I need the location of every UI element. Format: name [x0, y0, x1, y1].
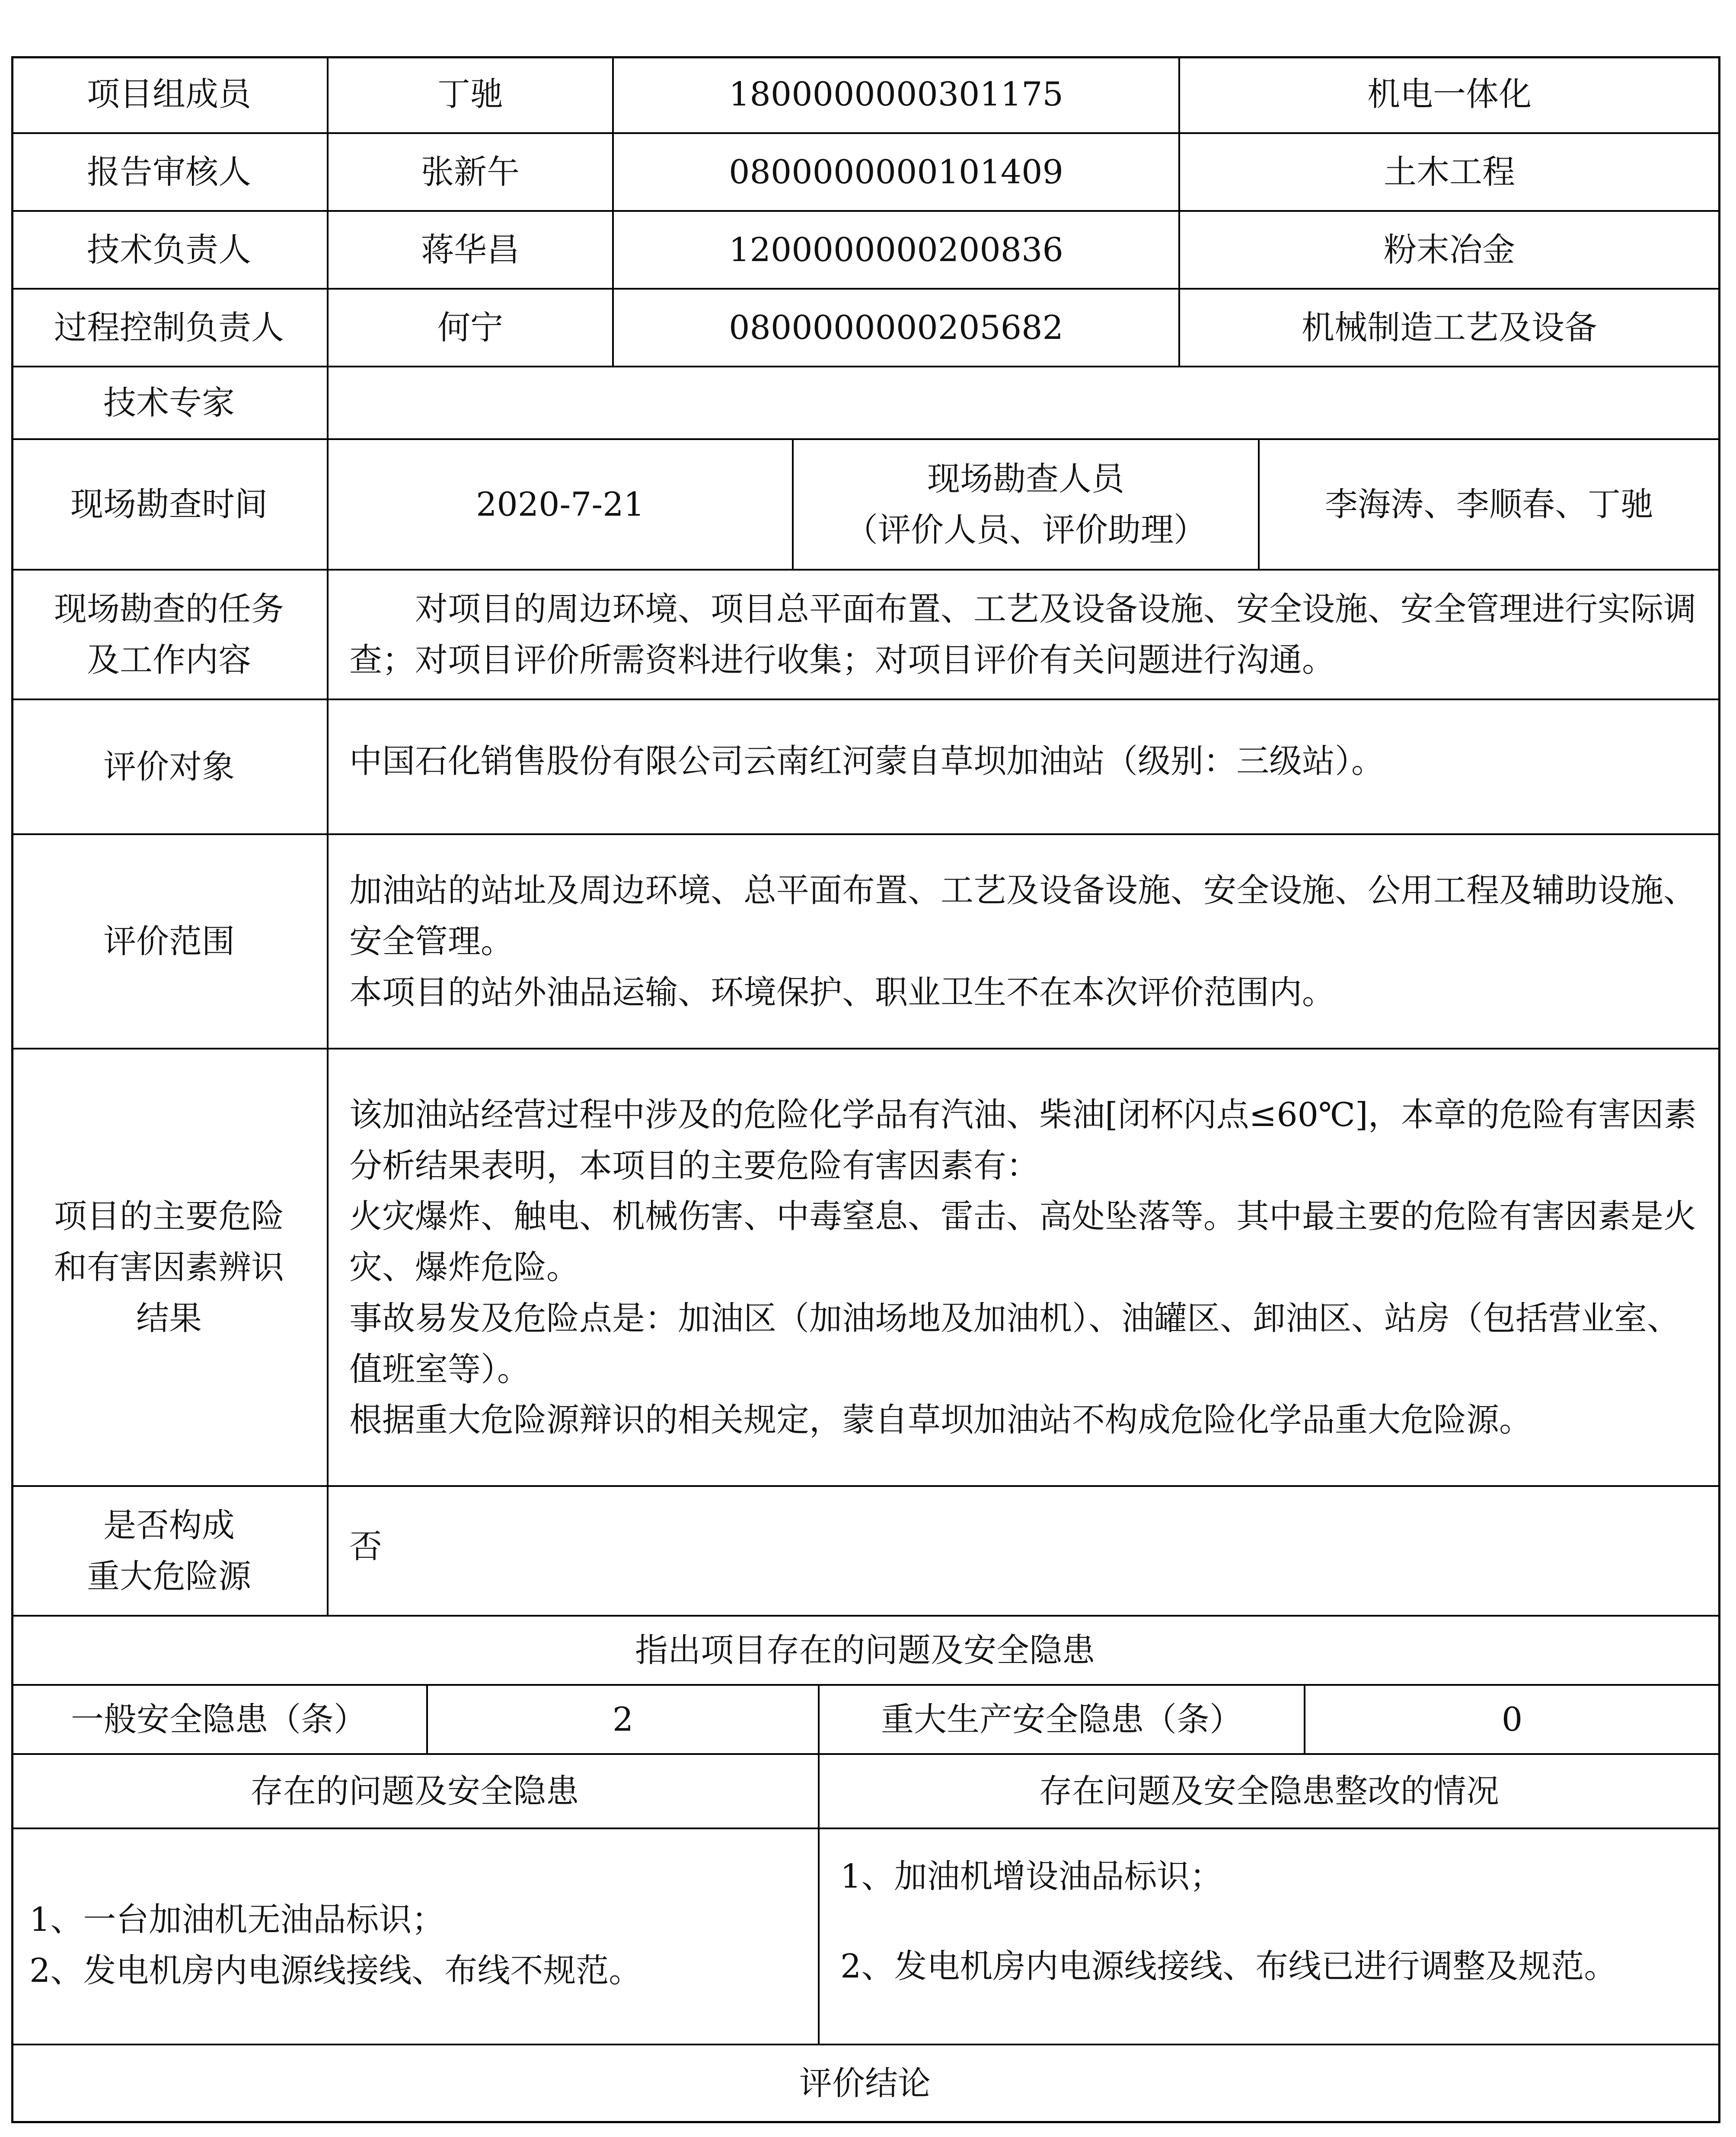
- cert-cell: [614, 134, 1180, 212]
- member-name: 何宁: [437, 308, 503, 347]
- object-content-cell: [329, 700, 1720, 835]
- member-name: 丁驰: [437, 75, 503, 114]
- major-cell: [1180, 212, 1720, 290]
- role-label: 报告审核人: [87, 153, 251, 191]
- issue-item: 1、一台加油机无油品标识；: [29, 1900, 445, 1939]
- task-content-cell: [329, 571, 1720, 700]
- cert-cell: [614, 290, 1180, 367]
- cert-number: 1800000000301175: [729, 75, 1063, 114]
- major-hazard-label: 是否构成: [103, 1506, 235, 1545]
- hazard-label: 项目的主要危险: [54, 1197, 284, 1236]
- major-count-value-cell: [1305, 1686, 1720, 1755]
- general-count-value: 2: [612, 1700, 634, 1739]
- role-label: 项目组成员: [87, 75, 251, 114]
- member-major: 粉末冶金: [1384, 230, 1515, 269]
- issues-left-header: 存在的问题及安全隐患: [250, 1772, 579, 1811]
- major-count-label: 重大生产安全隐患（条）: [881, 1700, 1242, 1739]
- issues-left-content-cell: [11, 1829, 820, 2045]
- major-hazard-label-line2: 重大危险源: [87, 1557, 251, 1595]
- name-cell: [329, 212, 614, 290]
- issue-item: 2、发电机房内电源线接线、布线不规范。: [29, 1951, 642, 1990]
- rectification-item: 1、加油机增设油品标识；: [840, 1857, 1223, 1895]
- issues-right-header-cell: [820, 1755, 1720, 1829]
- role-cell: [11, 56, 329, 134]
- task-label-cell: [11, 571, 329, 700]
- member-major: 土木工程: [1384, 153, 1515, 191]
- hazard-label-cell: [11, 1049, 329, 1487]
- expert-label: 技术专家: [103, 383, 235, 422]
- hazard-label-line2: 和有害因素辨识: [54, 1248, 284, 1287]
- issues-left-header-cell: [11, 1755, 820, 1829]
- issues-header-cell: [11, 1617, 1720, 1686]
- survey-staff-label: 现场勘查人员: [927, 459, 1124, 498]
- object-label: 评价对象: [103, 747, 235, 786]
- major-hazard-value: 否: [349, 1527, 382, 1566]
- general-count-label: 一般安全隐患（条）: [71, 1700, 367, 1739]
- role-cell: [11, 290, 329, 367]
- hazard-intro: 该加油站经营过程中涉及的危险化学品有汽油、柴油[闭杯闪点≤60℃]，本章的危险有害因素分析结果表明，本项目的主要危险有害因素有：: [349, 1095, 1697, 1185]
- issues-header: 指出项目存在的问题及安全隐患: [635, 1631, 1095, 1670]
- cert-cell: [614, 212, 1180, 290]
- scope-label: 评价范围: [103, 922, 235, 961]
- issues-right-content-cell: [820, 1829, 1720, 2045]
- survey-date-cell: [329, 440, 794, 571]
- object-text: 中国石化销售股份有限公司云南红河蒙自草坝加油站（级别：三级站）。: [349, 742, 1384, 781]
- survey-time-label-cell: [11, 440, 329, 571]
- member-name: 张新午: [421, 153, 520, 191]
- role-cell: [11, 212, 329, 290]
- general-count-label-cell: [11, 1686, 428, 1755]
- object-label-cell: [11, 700, 329, 835]
- major-cell: [1180, 134, 1720, 212]
- cert-number: 1200000000200836: [729, 230, 1063, 269]
- hazard-conclusion: 根据重大危险源辩识的相关规定，蒙自草坝加油站不构成危险化学品重大危险源。: [349, 1400, 1532, 1439]
- name-cell: [329, 134, 614, 212]
- issues-right-header: 存在问题及安全隐患整改的情况: [1039, 1772, 1499, 1811]
- cert-number: 0800000000101409: [729, 153, 1063, 191]
- role-label: 技术负责人: [87, 230, 251, 269]
- survey-staff: 李海涛、李顺春、丁驰: [1325, 485, 1653, 524]
- role-cell: [11, 134, 329, 212]
- conclusion-header-cell: [11, 2045, 1720, 2123]
- survey-date: 2020-7-21: [476, 485, 645, 524]
- expert-label-cell: [11, 367, 329, 440]
- scope-content-cell: [329, 835, 1720, 1049]
- role-label: 过程控制负责人: [54, 308, 284, 347]
- member-major: 机械制造工艺及设备: [1302, 308, 1597, 347]
- survey-time-label: 现场勘查时间: [70, 485, 268, 524]
- major-count-value: 0: [1501, 1700, 1523, 1739]
- survey-staff-sublabel: （评价人员、评价助理）: [845, 510, 1206, 549]
- task-label: 现场勘查的任务: [54, 590, 284, 628]
- hazard-list: 火灾爆炸、触电、机械伤害、中毒窒息、雷击、高处坠落等。其中最主要的危险有害因素是火灾、爆炸危险。: [349, 1197, 1696, 1287]
- conclusion-header: 评价结论: [799, 2064, 931, 2103]
- hazard-points: 事故易发及危险点是：加油区（加油场地及加油机）、油罐区、卸油区、站房（包括营业室、值班室等）。: [349, 1298, 1680, 1388]
- major-hazard-value-cell: [329, 1487, 1720, 1617]
- scope-label-cell: [11, 835, 329, 1049]
- hazard-content-cell: [329, 1049, 1720, 1487]
- name-cell: [329, 56, 614, 134]
- major-cell: [1180, 290, 1720, 367]
- item-spacer: [840, 1902, 1706, 1941]
- survey-staff-cell: [1260, 440, 1720, 571]
- scope-exclusion: 本项目的站外油品运输、环境保护、职业卫生不在本次评价范围内。: [349, 973, 1335, 1011]
- member-name: 蒋华昌: [421, 230, 520, 269]
- major-count-label-cell: [820, 1686, 1305, 1755]
- major-hazard-label-cell: [11, 1487, 329, 1617]
- major-cell: [1180, 56, 1720, 134]
- name-cell: [329, 290, 614, 367]
- scope-paragraph: 加油站的站址及周边环境、总平面布置、工艺及设备设施、安全设施、公用工程及辅助设施、安全管理。: [349, 871, 1696, 961]
- hazard-label-line3: 结果: [136, 1298, 202, 1337]
- general-count-value-cell: [428, 1686, 820, 1755]
- rectification-item: 2、发电机房内电源线接线、布线已进行调整及规范。: [840, 1946, 1617, 1985]
- survey-staff-label-cell: [794, 440, 1260, 571]
- expert-value-cell: [329, 367, 1720, 440]
- task-label-line2: 及工作内容: [87, 641, 251, 679]
- cert-number: 0800000000205682: [729, 308, 1063, 347]
- cert-cell: [614, 56, 1180, 134]
- task-text: 对项目的周边环境、项目总平面布置、工艺及设备设施、安全设施、安全管理进行实际调查；对项目评价所需资料进行收集；对项目评价有关问题进行沟通。: [349, 590, 1696, 679]
- member-major: 机电一体化: [1367, 75, 1532, 114]
